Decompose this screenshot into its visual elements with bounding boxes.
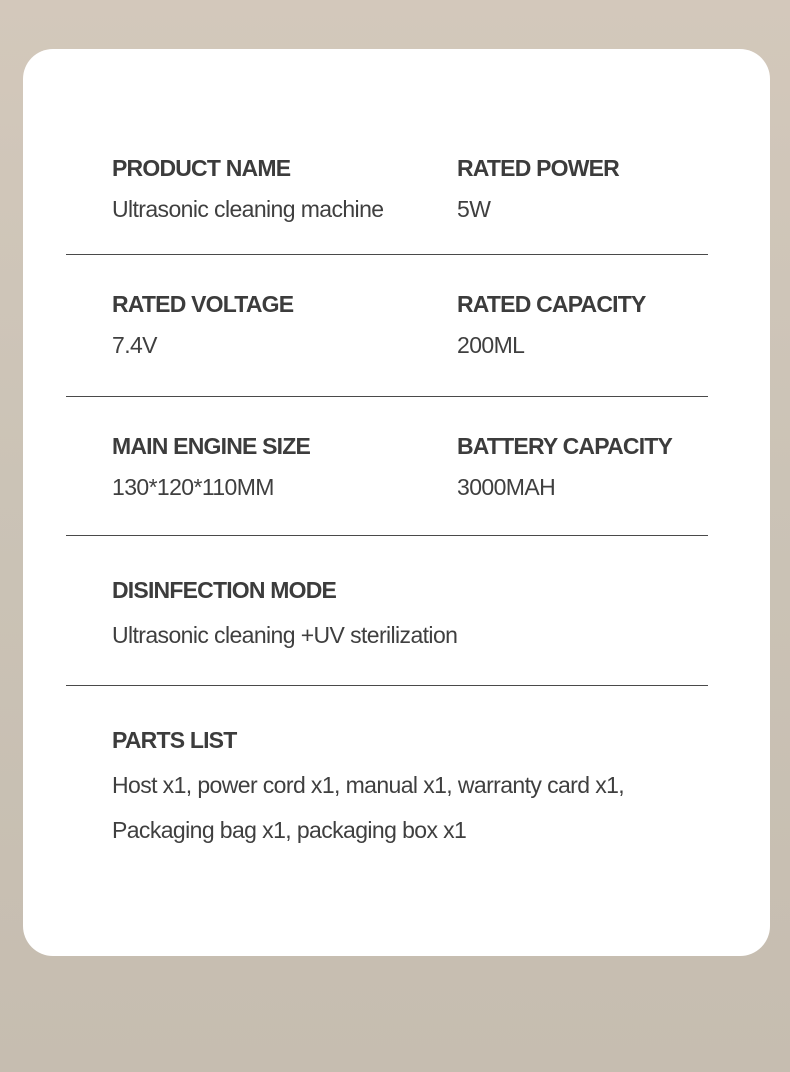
divider [66, 535, 708, 536]
parts-list-value-line2: Packaging bag x1, packaging box x1 [112, 817, 467, 843]
parts-list-value-line1: Host x1, power cord x1, manual x1, warranty card x1, [112, 772, 625, 798]
product-name-label: PRODUCT NAME [112, 155, 291, 181]
rated-capacity-value: 200ML [457, 332, 525, 358]
rated-voltage-value: 7.4V [112, 332, 157, 358]
rated-voltage-label: RATED VOLTAGE [112, 291, 294, 317]
parts-list-label: PARTS LIST [112, 727, 237, 753]
spec-card [23, 49, 770, 956]
rated-power-value: 5W [457, 196, 491, 222]
battery-capacity-field [457, 433, 672, 501]
battery-capacity-value: 3000MAH [457, 474, 556, 500]
main-engine-size-field [112, 433, 310, 501]
main-engine-size-value: 130*120*110MM [112, 474, 274, 500]
disinfection-mode-field [112, 577, 457, 649]
rated-voltage-field [112, 291, 293, 359]
divider [66, 254, 708, 255]
main-engine-size-label: MAIN ENGINE SIZE [112, 433, 311, 459]
rated-power-field [457, 155, 619, 223]
disinfection-mode-value: Ultrasonic cleaning +UV sterilization [112, 622, 458, 648]
product-name-field [112, 155, 383, 223]
rated-capacity-label: RATED CAPACITY [457, 291, 646, 317]
rated-power-label: RATED POWER [457, 155, 619, 181]
product-name-value: Ultrasonic cleaning machine [112, 196, 384, 222]
divider [66, 685, 708, 686]
rated-capacity-field [457, 291, 646, 359]
divider [66, 396, 708, 397]
parts-list-field [112, 727, 624, 844]
battery-capacity-label: BATTERY CAPACITY [457, 433, 673, 459]
disinfection-mode-label: DISINFECTION MODE [112, 577, 337, 603]
